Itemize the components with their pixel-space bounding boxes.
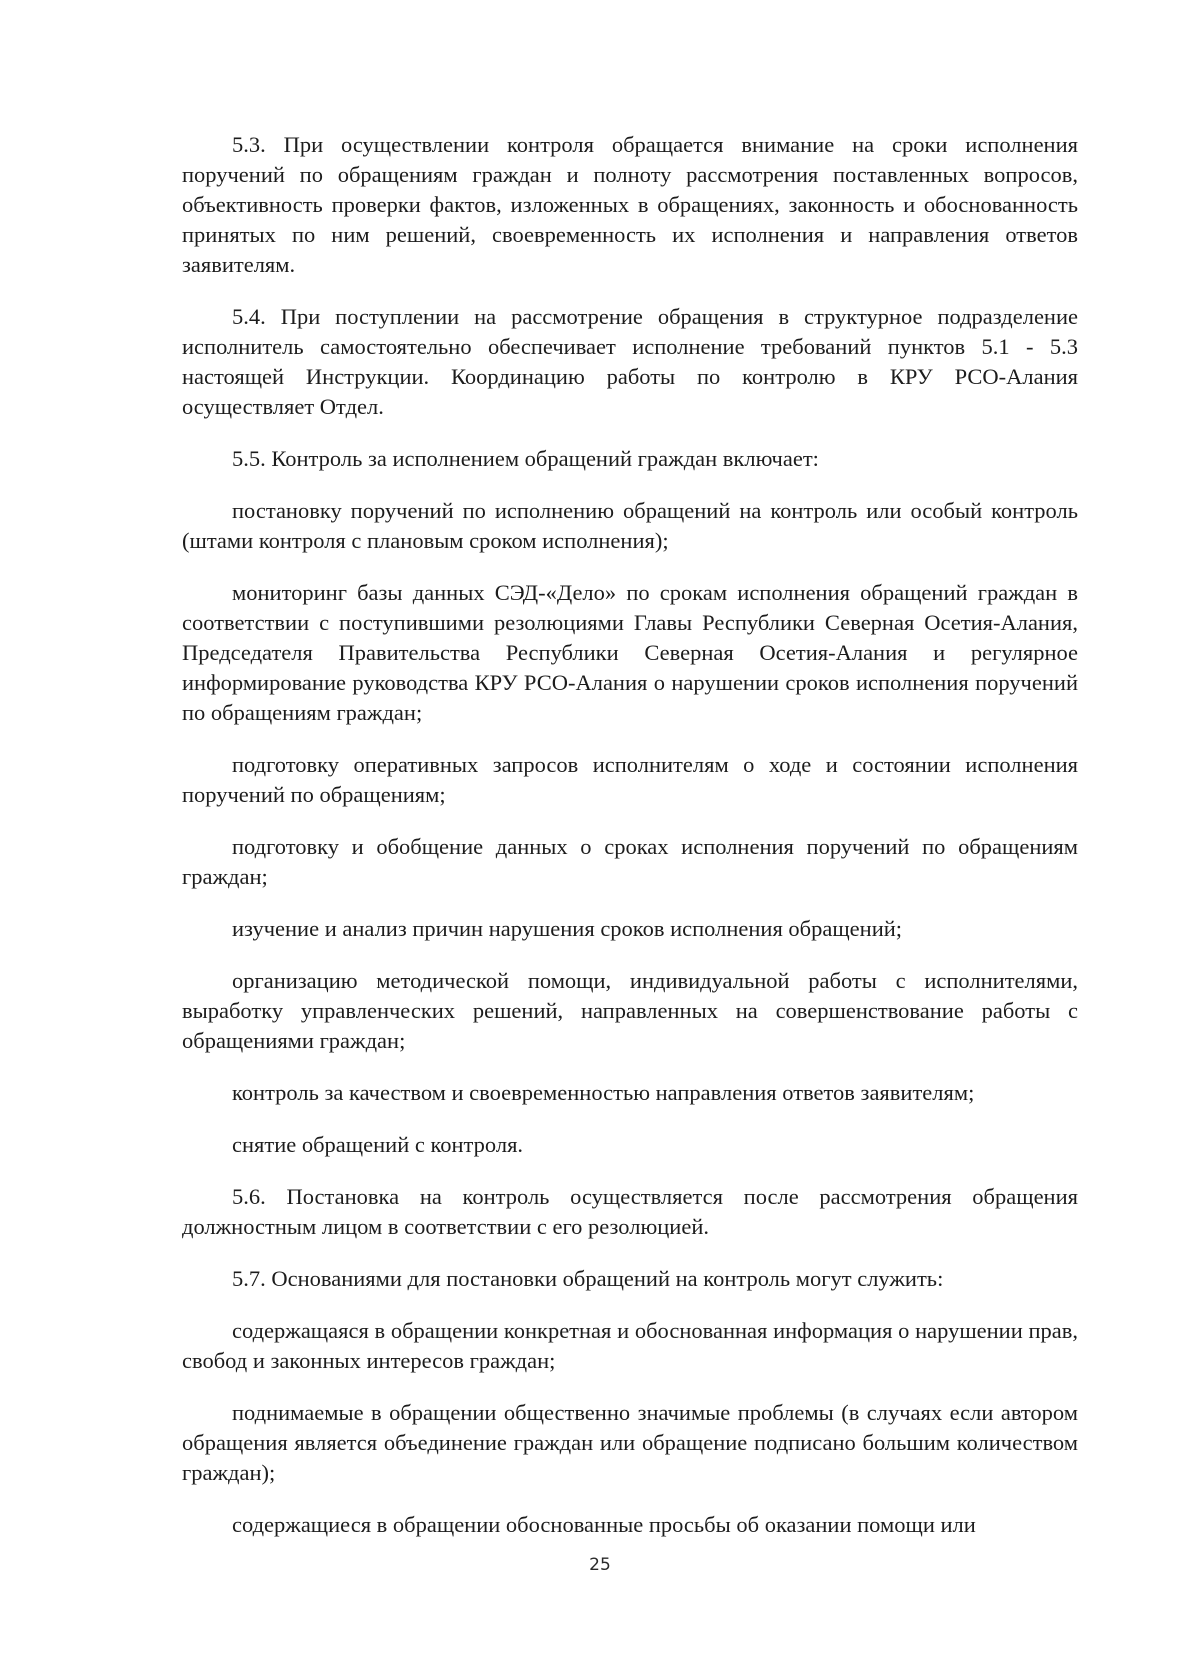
paragraph-5-5: 5.5. Контроль за исполнением обращений граждан включает: (232, 446, 819, 471)
list-item-help-requests: содержащиеся в обращении обоснованные просьбы об оказании помощи или (232, 1512, 976, 1537)
list-item-violation-analysis: изучение и анализ причин нарушения сроков исполнения обращений; (232, 916, 903, 941)
document-body (182, 130, 1078, 1562)
list-item-operational-requests: подготовку оперативных запросов исполнителям о ходе и состоянии исполнения поручений по обращениям; (182, 752, 1078, 807)
paragraph-5-7: 5.7. Основаниями для постановки обращений на контроль могут служить: (232, 1266, 944, 1291)
list-item-public-problems: поднимаемые в обращении общественно значимые проблемы (в случаях если автором обращения является объединение граждан или обращение подписано большим количеством граждан); (182, 1400, 1078, 1485)
list-item-data-summary: подготовку и обобщение данных о сроках исполнения поручений по обращениям граждан; (182, 834, 1078, 889)
paragraph-5-6: 5.6. Постановка на контроль осуществляется после рассмотрения обращения должностным лицом в соответствии с его резолюцией. (182, 1184, 1078, 1239)
list-item-control-setting: постановку поручений по исполнению обращений на контроль или особый контроль (штами контроля с плановым сроком исполнения); (182, 498, 1078, 553)
paragraph-5-3: 5.3. При осуществлении контроля обращается внимание на сроки исполнения поручений по обращениям граждан и полноту рассмотрения поставленных вопросов, объективность проверки фактов, изложенных в обращениях, законность и обоснованность принятых по ним решений, своевременность их исполнения и направления ответов заявителям. (182, 132, 1078, 277)
paragraph-5-4: 5.4. При поступлении на рассмотрение обращения в структурное подразделение исполнитель самостоятельно обеспечивает исполнение требований пунктов 5.1 - 5.3 настоящей Инструкции. Координацию работы по контролю в КРУ РСО-Алания осуществляет Отдел. (182, 304, 1078, 419)
page-number: 25 (589, 1555, 611, 1575)
list-item-control-removal: снятие обращений с контроля. (232, 1132, 524, 1157)
list-item-database-monitoring: мониторинг базы данных СЭД-«Дело» по срокам исполнения обращений граждан в соответствии с поступившими резолюциями Главы Республики Северная Осетия-Алания, Председателя Правительства Республики Северная Осетия-Алания и регулярное информирование руководства КРУ РСО-Алания о нарушении сроков исполнения поручений по обращениям граждан; (182, 580, 1078, 725)
list-item-quality-control: контроль за качеством и своевременностью направления ответов заявителям; (232, 1080, 975, 1105)
list-item-rights-violation: содержащаяся в обращении конкретная и обоснованная информация о нарушении прав, свобод и законных интересов граждан; (182, 1318, 1078, 1373)
list-item-methodical-help: организацию методической помощи, индивидуальной работы с исполнителями, выработку управленческих решений, направленных на совершенствование работы с обращениями граждан; (182, 968, 1078, 1053)
